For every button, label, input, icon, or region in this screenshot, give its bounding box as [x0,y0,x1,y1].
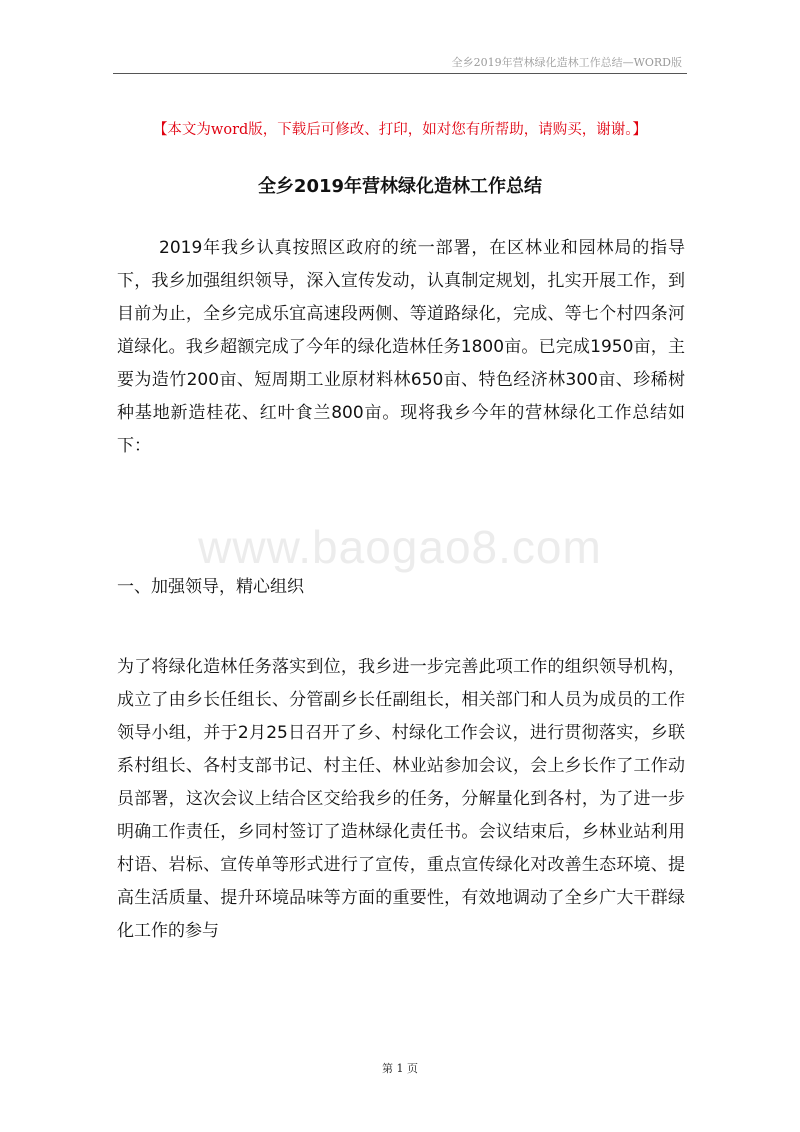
document-title: 全乡2019年营林绿化造林工作总结 [257,176,543,197]
page-number: 第 1 页 [382,1062,418,1075]
watermark: www.baogao8.com [198,521,602,573]
section-heading-1: 一、加强领导，精心组织 [117,577,304,597]
paragraph-section-1: 为了将绿化造林任务落实到位，我乡进一步完善此项工作的组织领导机构，成立了由乡长任组长、分管副乡长任副组长，相关部门和人员为成员的工作领导小组，并于2月25日召开了乡、村绿化工作会议，进行贯彻落实，乡联系村组长、各村支部书记、村主任、林业站参加会议，会上乡长作了工作动员部署，这次会议上结合区交给我乡的任务，分解量化到各村，为了进一步明确工作责任，乡同村签订了造林绿化责任书。会议结束后，乡林业站利用村语、岩标、宣传单等形式进行了宣传，重点宣传绿化对改善生态环境、提高生活质量、提升环境品味等方面的重要性，有效地调动了全乡广大干群绿化工作的参与 [117,657,685,941]
purchase-notice: 【本文为word版，下载后可修改、打印，如对您有所帮助，请购买，谢谢。】 [152,122,648,138]
paragraph-intro: 2019年我乡认真按照区政府的统一部署，在区林业和园林局的指导下，我乡加强组织领导，深入宣传发动，认真制定规划，扎实开展工作，到目前为止，全乡完成乐宜高速段两侧、等道路绿化，完成、等七个村四条河道绿化。我乡超额完成了今年的绿化造林任务1800亩。已完成1950亩，主要为造竹200亩、短周期工业原材料林650亩、特色经济林300亩、珍稀树种基地新造桂花、红叶食兰800亩。现将我乡今年的营林绿化工作总结如下： [117,238,685,456]
running-header: 全乡2019年营林绿化造林工作总结—WORD版 [451,56,682,69]
header-divider [113,73,687,74]
